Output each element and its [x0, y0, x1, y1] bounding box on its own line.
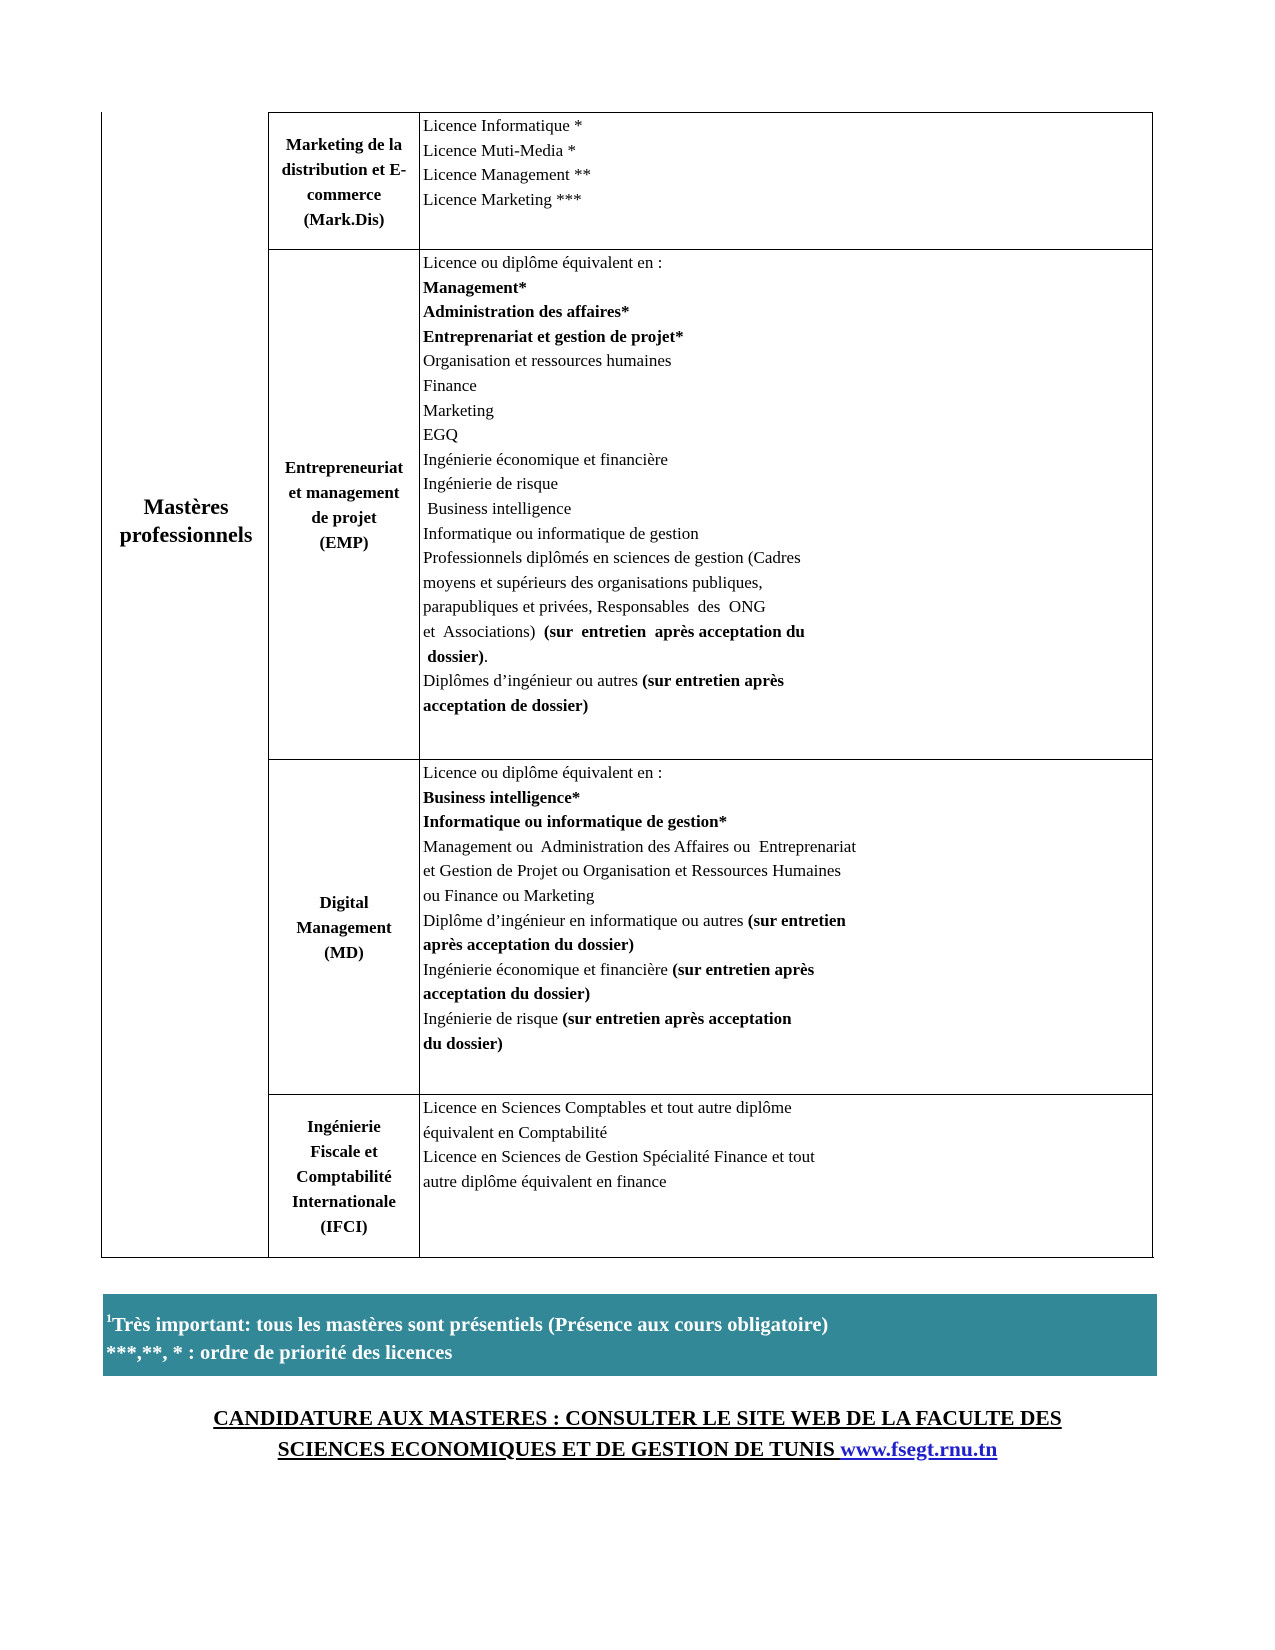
requirement-line — [423, 522, 805, 547]
requirement-text: moyens et supérieurs des organisations publiques, — [423, 572, 763, 592]
requirement-line — [423, 810, 856, 835]
category-cell — [103, 493, 269, 549]
requirement-line — [423, 620, 805, 645]
requirement-line — [423, 325, 805, 350]
requirement-line — [423, 188, 591, 213]
requirements-ifci — [423, 1096, 815, 1194]
table-border-bottom — [101, 1257, 1154, 1258]
program-name-mark-dis — [270, 113, 418, 250]
requirement-line — [423, 399, 805, 424]
requirement-text: Finance — [423, 375, 477, 395]
requirement-text: (sur entretien après — [672, 959, 815, 979]
requirement-line — [423, 859, 856, 884]
requirement-text: ou Finance ou Marketing — [423, 885, 595, 905]
requirement-line — [423, 300, 805, 325]
requirement-text: Licence Management ** — [423, 165, 592, 185]
requirement-line — [423, 163, 591, 188]
requirement-text: Licence en Sciences de Gestion Spécialité Finance et tout — [423, 1147, 815, 1167]
requirement-line — [423, 645, 805, 670]
footer-line-1: CANDIDATURE AUX MASTERES : CONSULTER LE SITE WEB DE LA FACULTE DES — [213, 1406, 1062, 1430]
program-name-line: (EMP) — [319, 533, 369, 552]
requirement-line — [423, 694, 805, 719]
program-name-line: et management — [288, 483, 400, 502]
requirement-text: (sur entretien après acceptation — [562, 1008, 792, 1028]
requirement-line — [423, 1145, 815, 1170]
requirement-text: Ingénierie économique et financière — [423, 449, 668, 469]
program-name-md — [270, 760, 418, 1095]
program-name-line: Comptabilité — [296, 1167, 392, 1186]
requirement-line — [423, 786, 856, 811]
program-name-ifci — [270, 1095, 418, 1258]
requirement-line — [423, 251, 805, 276]
requirement-line — [423, 571, 805, 596]
requirements-emp — [423, 251, 805, 718]
column-divider-1 — [268, 112, 269, 1258]
faculty-website-link[interactable]: www.fsegt.rnu.tn — [840, 1437, 998, 1461]
requirement-text: Business intelligence — [423, 498, 572, 518]
requirement-text: Administration des affaires* — [423, 302, 630, 322]
requirement-text: (sur entretien après — [642, 671, 785, 691]
program-name-line: (MD) — [324, 943, 364, 962]
requirement-line — [423, 423, 805, 448]
note-line-2: ***,**, * : ordre de priorité des licences — [106, 1342, 453, 1364]
requirement-line — [423, 982, 856, 1007]
requirement-line — [423, 1170, 815, 1195]
program-name-line: (IFCI) — [320, 1217, 368, 1236]
requirement-line — [423, 349, 805, 374]
program-name-line: Internationale — [292, 1192, 396, 1211]
requirement-text: Management ou Administration des Affaires ou Entreprenariat — [423, 836, 857, 856]
requirement-line — [423, 276, 805, 301]
requirement-text: . — [483, 646, 489, 666]
requirement-line — [423, 114, 591, 139]
footer-text: SCIENCES ECONOMIQUES ET DE GESTION DE TUNIS — [277, 1437, 841, 1461]
category-line: professionnels — [119, 522, 253, 547]
program-name-line: Marketing de la — [285, 134, 403, 154]
requirement-text: et Gestion de Projet ou Organisation et Ressources Humaines — [423, 861, 841, 881]
requirements-mark-dis — [423, 114, 591, 212]
program-name-line: (Mark.Dis) — [303, 209, 385, 229]
requirement-text: dossier) — [423, 646, 484, 666]
requirement-text: Licence Marketing *** — [423, 189, 582, 209]
requirement-text: acceptation de dossier) — [423, 695, 589, 715]
important-note-banner — [103, 1294, 1157, 1376]
program-name-line: Fiscale et — [310, 1142, 378, 1161]
requirement-text: Management* — [423, 277, 527, 297]
requirement-line — [423, 374, 805, 399]
requirement-text: Diplômes d’ingénieur ou autres — [423, 671, 643, 691]
requirement-text: Ingénierie économique et financière — [423, 959, 673, 979]
program-name-line: Management — [296, 918, 392, 937]
requirement-line — [423, 933, 856, 958]
requirement-line — [423, 139, 591, 164]
table-border-right — [1152, 112, 1153, 1258]
requirement-text: Licence ou diplôme équivalent en : — [423, 763, 663, 782]
program-name-line: de projet — [311, 508, 377, 527]
note-line-1 — [106, 1304, 1157, 1339]
footer-line-2 — [0, 1437, 1275, 1462]
requirement-text: Licence Muti-Media * — [423, 140, 576, 160]
requirement-text: parapubliques et privées, Responsables des ONG — [423, 597, 766, 617]
requirement-text: Marketing — [423, 400, 494, 420]
requirement-text: équivalent en Comptabilité — [423, 1122, 608, 1142]
requirement-text: Business intelligence* — [423, 787, 581, 807]
requirement-text: EGQ — [423, 425, 458, 445]
column-divider-2 — [419, 112, 420, 1258]
requirement-text: Organisation et ressources humaines — [423, 351, 672, 371]
requirement-line — [423, 448, 805, 473]
requirement-line — [423, 1121, 815, 1146]
requirement-text: Ingénierie de risque — [423, 474, 558, 494]
requirement-line — [423, 1096, 815, 1121]
requirement-line — [423, 884, 856, 909]
program-name-line: distribution et E- — [281, 159, 407, 179]
requirement-text: (sur entretien après acceptation du — [543, 621, 805, 641]
table-border-left — [101, 112, 102, 1258]
requirement-line — [423, 761, 856, 786]
requirement-text: (sur entretien — [747, 910, 846, 930]
requirement-text: acceptation du dossier) — [423, 984, 591, 1004]
requirement-text: et Associations) — [423, 621, 544, 641]
program-name-line: Ingénierie — [307, 1117, 381, 1136]
requirement-line — [423, 909, 856, 934]
category-line: Mastères — [143, 494, 229, 519]
requirement-line — [423, 595, 805, 620]
requirement-text: Informatique ou informatique de gestion — [423, 523, 699, 543]
requirement-line — [423, 1007, 856, 1032]
program-name-line: Digital — [319, 893, 369, 912]
requirement-text: Diplôme d’ingénieur en informatique ou autres — [423, 910, 748, 930]
requirements-md — [423, 761, 856, 1056]
requirement-text: Licence ou diplôme équivalent en : — [423, 253, 663, 272]
program-name-emp — [270, 250, 418, 760]
requirement-text: du dossier) — [423, 1033, 503, 1053]
program-name-line: Entrepreneuriat — [284, 458, 404, 477]
note-text: Très important: tous les mastères sont présentiels (Présence aux cours obligatoire) — [112, 1314, 829, 1336]
footnote-marker: 1 — [106, 1311, 112, 1325]
program-name-line: commerce — [306, 184, 382, 204]
requirement-text: Licence en Sciences Comptables et tout autre diplôme — [423, 1098, 792, 1117]
requirement-text: Entreprenariat et gestion de projet* — [423, 326, 684, 346]
requirement-text: Informatique ou informatique de gestion* — [423, 812, 728, 832]
requirement-text: Professionnels diplômés en sciences de gestion (Cadres — [423, 548, 801, 568]
requirement-text: Ingénierie de risque — [423, 1008, 563, 1028]
requirement-text: autre diplôme équivalent en finance — [423, 1171, 667, 1191]
requirement-text: après acceptation du dossier) — [423, 935, 635, 955]
requirement-line — [423, 835, 856, 860]
requirement-line — [423, 472, 805, 497]
requirement-text: Licence Informatique * — [423, 116, 583, 135]
requirement-line — [423, 958, 856, 983]
requirement-line — [423, 669, 805, 694]
requirement-line — [423, 1032, 856, 1057]
requirement-line — [423, 546, 805, 571]
requirement-line — [423, 497, 805, 522]
